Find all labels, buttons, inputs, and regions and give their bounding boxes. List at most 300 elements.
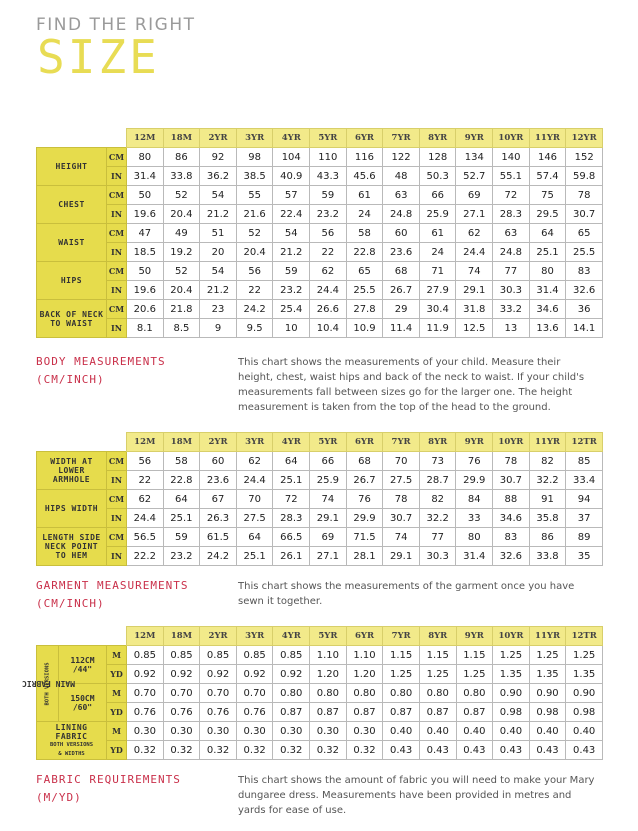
value-cell: 62 <box>310 262 347 281</box>
size-header-7yr: 7YR <box>383 627 420 646</box>
body-row-in <box>37 167 603 186</box>
value-cell: 68 <box>383 262 420 281</box>
size-header-12m: 12M <box>127 433 164 452</box>
value-cell: 0.85 <box>236 646 273 665</box>
value-cell: 10.4 <box>310 319 347 338</box>
value-cell: 40.9 <box>273 167 310 186</box>
value-cell: 33 <box>456 509 493 528</box>
value-cell: 20.6 <box>127 300 164 319</box>
value-cell: 9 <box>200 319 237 338</box>
value-cell: 83 <box>493 528 530 547</box>
size-header-row <box>37 129 603 148</box>
garment-row-cm <box>37 490 603 509</box>
value-cell: 0.92 <box>163 665 200 684</box>
body-row-cm <box>37 300 603 319</box>
value-cell: 33.4 <box>566 471 603 490</box>
value-cell: 27.5 <box>383 471 420 490</box>
width-150-line2: /60" <box>72 702 93 712</box>
value-cell: 59 <box>273 262 310 281</box>
value-cell: 0.43 <box>383 741 420 760</box>
value-cell: 59 <box>163 528 200 547</box>
value-cell: 89 <box>566 528 603 547</box>
unit-cm: CM <box>107 300 127 319</box>
value-cell: 19.2 <box>163 243 200 262</box>
value-cell: 61 <box>346 186 383 205</box>
value-cell: 34.6 <box>493 509 530 528</box>
value-cell: 77 <box>419 528 456 547</box>
value-cell: 21.6 <box>236 205 273 224</box>
value-cell: 50 <box>127 262 164 281</box>
size-header-4yr: 4YR <box>273 129 310 148</box>
lining-fabric-subtext1: BOTH VERSIONS <box>49 741 94 748</box>
value-cell: 0.87 <box>310 703 347 722</box>
lining-fabric-text: LINING FABRIC <box>55 722 88 741</box>
fabric-row-lining-yd <box>37 741 603 760</box>
value-cell: 59.8 <box>566 167 603 186</box>
value-cell: 0.70 <box>127 684 164 703</box>
value-cell: 66.5 <box>273 528 310 547</box>
value-cell: 70 <box>236 490 273 509</box>
value-cell: 0.80 <box>346 684 383 703</box>
value-cell: 47 <box>127 224 164 243</box>
value-cell: 0.32 <box>200 741 237 760</box>
value-cell: 29 <box>383 300 420 319</box>
size-header-6yr: 6YR <box>346 129 383 148</box>
value-cell: 0.87 <box>419 703 456 722</box>
value-cell: 43.3 <box>310 167 347 186</box>
value-cell: 0.98 <box>529 703 566 722</box>
value-cell: 78 <box>383 490 420 509</box>
unit-m: M <box>107 684 127 703</box>
value-cell: 33.2 <box>493 300 530 319</box>
garment-row-in <box>37 547 603 566</box>
main-fabric-subtext: BOTH VERSIONS <box>44 661 50 706</box>
value-cell: 11.9 <box>419 319 456 338</box>
size-header-6yr: 6YR <box>346 433 383 452</box>
value-cell: 70 <box>383 452 420 471</box>
size-header-2yr: 2YR <box>200 129 237 148</box>
value-cell: 58 <box>163 452 200 471</box>
lining-fabric-label <box>37 722 107 760</box>
value-cell: 0.30 <box>163 722 200 741</box>
size-header-18m: 18M <box>163 433 200 452</box>
size-header-12yr: 12YR <box>566 129 603 148</box>
fabric-title-line1: FABRIC REQUIREMENTS <box>36 773 181 786</box>
value-cell: 26.6 <box>310 300 347 319</box>
value-cell: 31.4 <box>127 167 164 186</box>
value-cell: 1.35 <box>529 665 566 684</box>
value-cell: 0.87 <box>273 703 310 722</box>
fabric-row-112-m <box>37 646 603 665</box>
unit-in: IN <box>107 319 127 338</box>
size-header-8yr: 8YR <box>419 627 456 646</box>
unit-yd: YD <box>107 741 127 760</box>
size-header-5yr: 5YR <box>310 627 347 646</box>
value-cell: 128 <box>419 148 456 167</box>
body-measurements-description: This chart shows the measurements of your child. Measure their height, chest, waist hips and back of the neck to waist. If your child's measurements fall between sizes go for the larger one. The height measurement is taken from the top of the head to the ground. <box>238 357 585 413</box>
value-cell: 13 <box>493 319 530 338</box>
value-cell: 38.5 <box>236 167 273 186</box>
value-cell: 74 <box>383 528 420 547</box>
body-title-line2: (CM/INCH) <box>36 373 105 386</box>
value-cell: 0.43 <box>456 741 493 760</box>
garment-category-label: HIPS WIDTH <box>37 490 107 528</box>
body-row-cm <box>37 148 603 167</box>
value-cell: 30.7 <box>493 471 530 490</box>
value-cell: 56 <box>127 452 164 471</box>
size-header-18m: 18M <box>163 627 200 646</box>
size-header-4yr: 4YR <box>273 433 310 452</box>
value-cell: 24 <box>346 205 383 224</box>
value-cell: 80 <box>529 262 566 281</box>
value-cell: 0.85 <box>163 646 200 665</box>
value-cell: 23.2 <box>273 281 310 300</box>
size-header-4yr: 4YR <box>273 627 310 646</box>
value-cell: 34.6 <box>529 300 566 319</box>
value-cell: 67 <box>200 490 237 509</box>
size-header-2yr: 2YR <box>200 627 237 646</box>
value-cell: 91 <box>529 490 566 509</box>
width-112-line1: 112CM <box>70 655 95 665</box>
value-cell: 0.43 <box>419 741 456 760</box>
value-cell: 82 <box>419 490 456 509</box>
value-cell: 32.2 <box>529 471 566 490</box>
value-cell: 116 <box>346 148 383 167</box>
lining-fabric-subtext2: & WIDTHS <box>58 750 85 757</box>
value-cell: 58 <box>346 224 383 243</box>
unit-cm: CM <box>107 148 127 167</box>
value-cell: 0.90 <box>529 684 566 703</box>
value-cell: 24.4 <box>310 281 347 300</box>
value-cell: 0.40 <box>529 722 566 741</box>
value-cell: 94 <box>566 490 603 509</box>
value-cell: 25.1 <box>273 471 310 490</box>
body-category-label: WAIST <box>37 224 107 262</box>
value-cell: 76 <box>456 452 493 471</box>
value-cell: 30.3 <box>493 281 530 300</box>
value-cell: 24.4 <box>236 471 273 490</box>
value-cell: 30.4 <box>419 300 456 319</box>
value-cell: 0.85 <box>273 646 310 665</box>
value-cell: 23.2 <box>163 547 200 566</box>
value-cell: 0.80 <box>419 684 456 703</box>
value-cell: 71.5 <box>346 528 383 547</box>
value-cell: 10 <box>273 319 310 338</box>
value-cell: 0.90 <box>493 684 530 703</box>
value-cell: 30.7 <box>566 205 603 224</box>
fabric-row-lining-m <box>37 722 603 741</box>
value-cell: 21.2 <box>273 243 310 262</box>
value-cell: 8.5 <box>163 319 200 338</box>
value-cell: 26.7 <box>346 471 383 490</box>
fabric-row-150-m <box>37 684 603 703</box>
body-category-label: BACK OF NECK TO WAIST <box>37 300 107 338</box>
value-cell: 21.8 <box>163 300 200 319</box>
value-cell: 78 <box>493 452 530 471</box>
value-cell: 29.5 <box>529 205 566 224</box>
value-cell: 1.25 <box>566 646 603 665</box>
value-cell: 0.30 <box>200 722 237 741</box>
value-cell: 0.70 <box>163 684 200 703</box>
size-header-12m: 12M <box>127 129 164 148</box>
value-cell: 63 <box>383 186 420 205</box>
size-header-9yr: 9YR <box>456 433 493 452</box>
value-cell: 64 <box>163 490 200 509</box>
value-cell: 22.8 <box>163 471 200 490</box>
value-cell: 24.4 <box>456 243 493 262</box>
value-cell: 88 <box>493 490 530 509</box>
value-cell: 52.7 <box>456 167 493 186</box>
value-cell: 14.1 <box>566 319 603 338</box>
width-150-line1: 150CM <box>70 693 95 703</box>
value-cell: 27.1 <box>310 547 347 566</box>
value-cell: 25.1 <box>236 547 273 566</box>
main-fabric-text: MAIN FABRIC <box>21 679 74 689</box>
value-cell: 49 <box>163 224 200 243</box>
value-cell: 1.35 <box>566 665 603 684</box>
main-fabric-label <box>21 646 74 722</box>
value-cell: 73 <box>419 452 456 471</box>
value-cell: 24.2 <box>236 300 273 319</box>
value-cell: 0.98 <box>493 703 530 722</box>
value-cell: 32.6 <box>566 281 603 300</box>
value-cell: 1.25 <box>493 646 530 665</box>
garment-category-label: WIDTH AT LOWER ARMHOLE <box>37 452 107 490</box>
value-cell: 24.8 <box>383 205 420 224</box>
value-cell: 21.2 <box>200 205 237 224</box>
value-cell: 0.80 <box>456 684 493 703</box>
value-cell: 0.92 <box>127 665 164 684</box>
size-header-9yr: 9YR <box>456 129 493 148</box>
fabric-requirements-table <box>21 626 603 760</box>
value-cell: 66 <box>310 452 347 471</box>
fabric-requirements-title <box>36 771 181 807</box>
value-cell: 1.35 <box>493 665 530 684</box>
value-cell: 0.40 <box>493 722 530 741</box>
value-cell: 61 <box>419 224 456 243</box>
value-cell: 0.40 <box>566 722 603 741</box>
value-cell: 23 <box>200 300 237 319</box>
value-cell: 0.70 <box>200 684 237 703</box>
value-cell: 56 <box>236 262 273 281</box>
value-cell: 0.92 <box>236 665 273 684</box>
value-cell: 0.85 <box>200 646 237 665</box>
value-cell: 28.3 <box>493 205 530 224</box>
value-cell: 12.5 <box>456 319 493 338</box>
size-header-7yr: 7YR <box>383 433 420 452</box>
value-cell: 25.9 <box>310 471 347 490</box>
value-cell: 27.9 <box>419 281 456 300</box>
value-cell: 0.90 <box>566 684 603 703</box>
value-cell: 1.10 <box>310 646 347 665</box>
value-cell: 28.1 <box>346 547 383 566</box>
value-cell: 0.92 <box>200 665 237 684</box>
value-cell: 122 <box>383 148 420 167</box>
unit-in: IN <box>107 281 127 300</box>
value-cell: 0.76 <box>236 703 273 722</box>
value-cell: 1.15 <box>419 646 456 665</box>
value-cell: 60 <box>383 224 420 243</box>
value-cell: 8.1 <box>127 319 164 338</box>
size-header-row <box>37 433 603 452</box>
value-cell: 9.5 <box>236 319 273 338</box>
value-cell: 140 <box>493 148 530 167</box>
value-cell: 28.3 <box>273 509 310 528</box>
value-cell: 0.85 <box>127 646 164 665</box>
value-cell: 134 <box>456 148 493 167</box>
value-cell: 30.7 <box>383 509 420 528</box>
value-cell: 54 <box>200 186 237 205</box>
unit-cm: CM <box>107 262 127 281</box>
body-category-label: HEIGHT <box>37 148 107 186</box>
body-row-cm <box>37 262 603 281</box>
body-category-label: CHEST <box>37 186 107 224</box>
value-cell: 84 <box>456 490 493 509</box>
value-cell: 0.87 <box>346 703 383 722</box>
garment-category-label: LENGTH SIDE NECK POINT TO HEM <box>37 528 107 566</box>
header-subtitle: FIND THE RIGHT <box>36 15 196 35</box>
body-row-in <box>37 319 603 338</box>
value-cell: 52 <box>163 262 200 281</box>
body-row-in <box>37 205 603 224</box>
value-cell: 62 <box>236 452 273 471</box>
value-cell: 33.8 <box>529 547 566 566</box>
size-header-3yr: 3YR <box>236 433 273 452</box>
value-cell: 85 <box>566 452 603 471</box>
value-cell: 74 <box>310 490 347 509</box>
value-cell: 25.5 <box>346 281 383 300</box>
garment-measurements-table <box>36 432 603 566</box>
value-cell: 27.1 <box>456 205 493 224</box>
value-cell: 0.43 <box>493 741 530 760</box>
value-cell: 61.5 <box>200 528 237 547</box>
value-cell: 19.6 <box>127 205 164 224</box>
value-cell: 24.8 <box>493 243 530 262</box>
value-cell: 25.1 <box>163 509 200 528</box>
value-cell: 80 <box>127 148 164 167</box>
garment-measurements-title <box>36 577 188 613</box>
value-cell: 29.9 <box>456 471 493 490</box>
size-header-8yr: 8YR <box>419 433 456 452</box>
size-header-3yr: 3YR <box>236 627 273 646</box>
body-row-cm <box>37 186 603 205</box>
size-header-18m: 18M <box>163 129 200 148</box>
value-cell: 22 <box>236 281 273 300</box>
value-cell: 26.3 <box>200 509 237 528</box>
size-header-7yr: 7YR <box>383 129 420 148</box>
value-cell: 20.4 <box>163 205 200 224</box>
value-cell: 92 <box>200 148 237 167</box>
value-cell: 27.5 <box>236 509 273 528</box>
value-cell: 69 <box>310 528 347 547</box>
unit-in: IN <box>107 167 127 186</box>
value-cell: 55.1 <box>493 167 530 186</box>
value-cell: 0.98 <box>566 703 603 722</box>
value-cell: 74 <box>456 262 493 281</box>
size-header-12tr: 12TR <box>566 433 603 452</box>
unit-m: M <box>107 646 127 665</box>
unit-in: IN <box>107 509 127 528</box>
unit-cm: CM <box>107 452 127 471</box>
size-header-5yr: 5YR <box>310 129 347 148</box>
value-cell: 50 <box>127 186 164 205</box>
value-cell: 45.6 <box>346 167 383 186</box>
value-cell: 0.30 <box>127 722 164 741</box>
value-cell: 0.30 <box>273 722 310 741</box>
value-cell: 64 <box>529 224 566 243</box>
garment-row-in <box>37 471 603 490</box>
garment-row-in <box>37 509 603 528</box>
value-cell: 20 <box>200 243 237 262</box>
value-cell: 28.7 <box>419 471 456 490</box>
unit-in: IN <box>107 547 127 566</box>
value-cell: 24.4 <box>127 509 164 528</box>
garment-title-line1: GARMENT MEASUREMENTS <box>36 579 189 592</box>
body-measurements-table <box>36 128 603 338</box>
value-cell: 26.1 <box>273 547 310 566</box>
value-cell: 24.2 <box>200 547 237 566</box>
size-header-12tr: 12TR <box>566 627 603 646</box>
width-150-label <box>59 684 107 722</box>
value-cell: 56 <box>310 224 347 243</box>
value-cell: 146 <box>529 148 566 167</box>
value-cell: 0.76 <box>163 703 200 722</box>
value-cell: 0.43 <box>529 741 566 760</box>
unit-in: IN <box>107 243 127 262</box>
value-cell: 57 <box>273 186 310 205</box>
value-cell: 18.5 <box>127 243 164 262</box>
value-cell: 1.25 <box>456 665 493 684</box>
value-cell: 0.80 <box>273 684 310 703</box>
value-cell: 0.30 <box>310 722 347 741</box>
value-cell: 31.8 <box>456 300 493 319</box>
value-cell: 25.5 <box>566 243 603 262</box>
value-cell: 25.1 <box>529 243 566 262</box>
value-cell: 54 <box>273 224 310 243</box>
value-cell: 0.80 <box>383 684 420 703</box>
value-cell: 52 <box>236 224 273 243</box>
unit-cm: CM <box>107 528 127 547</box>
size-header-10yr: 10YR <box>493 627 530 646</box>
body-row-cm <box>37 224 603 243</box>
value-cell: 110 <box>310 148 347 167</box>
value-cell: 48 <box>383 167 420 186</box>
value-cell: 0.32 <box>127 741 164 760</box>
size-header-6yr: 6YR <box>346 627 383 646</box>
width-112-line2: /44" <box>72 664 93 674</box>
value-cell: 21.2 <box>200 281 237 300</box>
body-title-line1: BODY MEASUREMENTS <box>36 355 166 368</box>
value-cell: 20.4 <box>163 281 200 300</box>
value-cell: 64 <box>273 452 310 471</box>
value-cell: 26.7 <box>383 281 420 300</box>
value-cell: 86 <box>529 528 566 547</box>
value-cell: 0.70 <box>236 684 273 703</box>
value-cell: 30.3 <box>419 547 456 566</box>
value-cell: 1.25 <box>383 665 420 684</box>
garment-row-cm <box>37 452 603 471</box>
value-cell: 22.4 <box>273 205 310 224</box>
value-cell: 29.1 <box>456 281 493 300</box>
value-cell: 0.76 <box>127 703 164 722</box>
value-cell: 0.30 <box>236 722 273 741</box>
body-measurements-title <box>36 353 166 389</box>
fabric-requirements-description: This chart shows the amount of fabric you will need to make your Mary dungaree dress. Measurements have been provided in metres and yards for ease of use. <box>238 775 595 816</box>
value-cell: 50.3 <box>419 167 456 186</box>
value-cell: 22 <box>310 243 347 262</box>
value-cell: 0.76 <box>200 703 237 722</box>
value-cell: 0.87 <box>383 703 420 722</box>
